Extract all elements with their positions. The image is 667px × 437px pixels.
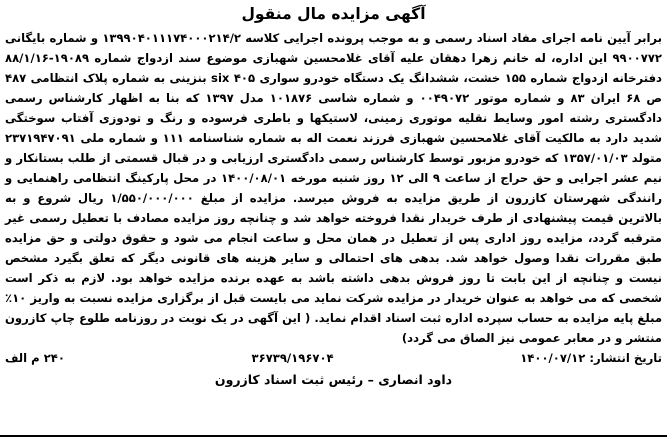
notice-code: ۲۴۰ م الف — [5, 351, 65, 365]
reference-number: ۳۶۷۳۹/۱۹۶۷۰۴ — [251, 351, 334, 365]
notice-footer — [5, 348, 662, 368]
signature-line: داود انصاری – رئیس ثبت اسناد کازرون — [214, 372, 453, 387]
publish-date: تاریخ انتشار: ۱۴۰۰/۰۷/۱۲ — [520, 351, 662, 365]
notice-body: برابر آیین نامه اجرای مفاد اسناد رسمی و به موجب پرونده اجرایی کلاسه ۱۳۹۹۰۴۰۱۱۱۷۴۰۰۰۲۱۴/۲ و شماره بایگانی ۹۹۰۰۷۷۲ این اداره، له خانم زهرا دهقان علیه آقای غلامحسین شهبازی موضوع سند ازدواج شماره ۱۹۰۸۹-۸۸/۱/۱۶ دفترخانه ازدواج شماره ۱۵۵ خشت، ششدانگ یک دستگاه خودرو سواری six ۴۰۵ بنزینی به شماره پلاک انتظامی ۴۸۷ ص ۶۸ ایران ۸۳ و شماره موتور ۰۰۴۹۰۷۲ و شماره شاسی ۱۰۱۸۷۶ مدل ۱۳۹۷ که بنا به اظهار کارشناس رسمی دادگستری رشته امور وسایط نقلیه موتوری زمینی، لاستیکها و باطری فرسوده و رنگ و تودوزی آفتاب سوختگی شدید دارد به مالکیت آقای غلامحسین شهبازی فرزند نعمت اله به شماره شناسنامه ۱۱۱ و شماره ملی ۲۳۷۱۹۴۷۰۹۱ متولد ۱۳۵۷/۰۱/۰۳ که خودرو مزبور توسط کارشناس رسمی دادگستری ارزیابی و در قبال قسمتی از طلب بستانکار و نیم عشر اجرایی و حق حراج از ساعت ۹ الی ۱۲ روز شنبه مورخه ۱۴۰۰/۰۸/۰۱ در محل پارکینگ انتظامی راهنمایی و رانندگی شهرستان کازرون از طریق مزایده به فروش میرسد. مزایده از مبلغ ۱/۵۵۰/۰۰۰/۰۰۰ ریال شروع و به بالاترین قیمت پیشنهادی از طرف خریدار نقدا فروخته خواهد شد و چنانچه روز مزایده مصادف با تعطیل رسمی غیر مترقبه گردد، مزایده روز اداری پس از تعطیل در همان محل و ساعت انجام می شود و حقوق دولتی و حق مزایده طبق مقررات نقدا وصول خواهد شد. بدهی های احتمالی و سایر هزینه های قانونی دیگر که تعلق بگیرد مشخص نیست و چنانچه از این بابت تا روز فروش بدهی داشته باشد به عهده برنده مزایده خواهد بود. لازم به ذکر است شخصی که می خواهد به عنوان خریدار در مزایده شرکت نماید می بایست قبل از برگزاری مزایده نسبت به واریز ۱۰٪ مبلغ پایه مزایده به حساب سپرده اداره ثبت اسناد اقدام نماید. ( این آگهی در یک نوبت در روزنامه طلوع چاپ کازرون منتشر و در معابر عمومی نیز الصاق می گردد) — [5, 31, 663, 345]
notice-title: آگهی مزایده مال منقول — [241, 5, 426, 23]
